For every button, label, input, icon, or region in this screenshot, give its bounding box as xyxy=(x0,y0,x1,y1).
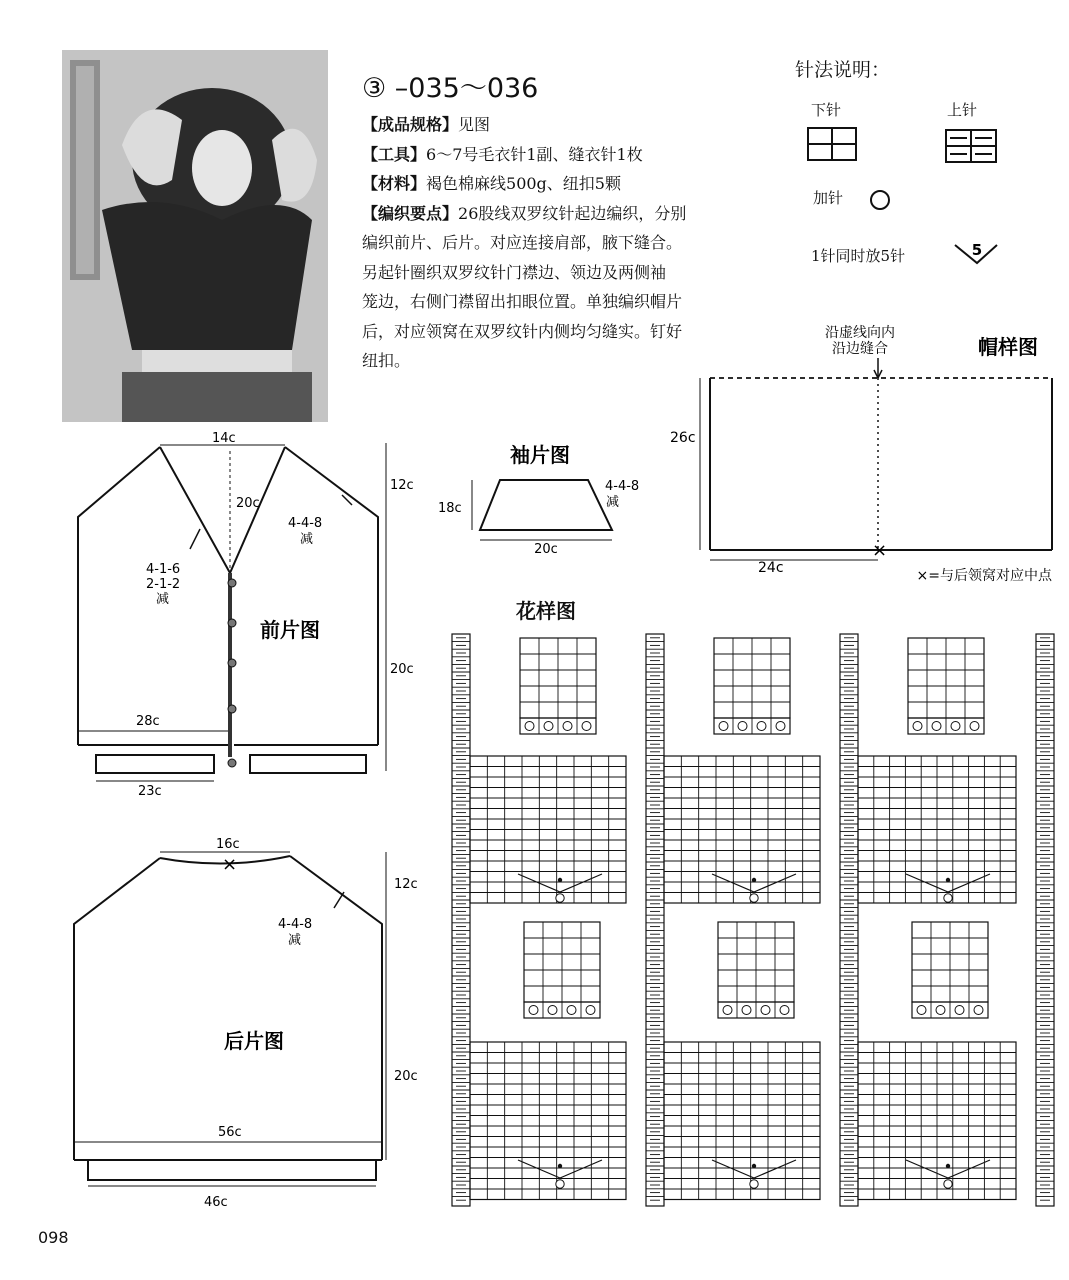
increase-symbol-icon xyxy=(719,722,728,731)
pattern-title: 花样图 xyxy=(516,599,576,623)
increase-symbol-icon xyxy=(544,722,553,731)
increase-symbol-icon xyxy=(738,722,747,731)
increase-symbol-icon xyxy=(563,722,572,731)
increase-symbol-icon xyxy=(761,1006,770,1015)
hood-title: 帽样图 xyxy=(978,335,1038,359)
stitch-key xyxy=(795,55,1055,295)
increase-label: 加针 xyxy=(813,189,844,207)
front-dec-b-note: 减 xyxy=(156,592,170,607)
info-row: 【编织要点】26股线双罗纹针起边编织，分别 xyxy=(362,203,687,223)
back-title: 后片图 xyxy=(224,1029,284,1053)
sleeve-dec-label: 4-4-8 xyxy=(605,479,640,494)
back-body-label: 20c xyxy=(394,1069,418,1084)
info-row: 【材料】褐色棉麻线500g、纽扣5颗 xyxy=(362,174,621,193)
front-body-label: 20c xyxy=(390,662,414,677)
back-piece-diagram xyxy=(60,830,440,1215)
model-illustration xyxy=(62,50,328,422)
info-line: 编织前片、后片。对应连接肩部，腋下缝合。 xyxy=(362,233,683,252)
increase-symbol-icon xyxy=(723,1006,732,1015)
increase5-symbol-icon xyxy=(518,874,602,892)
front-neck-depth-label: 20c xyxy=(236,496,260,511)
sleeve-diagram xyxy=(420,440,670,560)
hood-note-2: 沿边缝合 xyxy=(832,341,888,357)
increase5-symbol-icon xyxy=(906,874,990,892)
hood-height-label: 26c xyxy=(670,430,696,446)
increase-symbol-icon xyxy=(582,722,591,731)
back-rib-label: 46c xyxy=(204,1195,228,1210)
increase-symbol-icon xyxy=(780,1006,789,1015)
info-row: 【成品规格】见图 xyxy=(362,115,491,134)
sleeve-height-label: 18c xyxy=(438,501,462,516)
sleeve-dec-note: 减 xyxy=(606,495,620,510)
info-line: 纽扣。 xyxy=(362,351,411,370)
increase5-symbol-icon xyxy=(712,874,796,892)
increase-symbol-icon xyxy=(951,722,960,731)
sleeve-width-label: 20c xyxy=(534,542,558,557)
increase5-symbol-icon xyxy=(518,1160,602,1178)
back-dec-label: 4-4-8 xyxy=(278,917,313,932)
knit-band xyxy=(470,1042,626,1200)
knit-band xyxy=(664,1042,820,1200)
increase-symbol-icon xyxy=(548,1006,557,1015)
increase-symbol-icon xyxy=(917,1006,926,1015)
hood-center-mark: × xyxy=(872,540,888,561)
info-row: 【工具】6～7号毛衣针1副、缝衣针1枚 xyxy=(362,144,643,164)
increase-symbol-icon xyxy=(869,189,891,211)
increase-symbol-icon xyxy=(776,722,785,731)
model-photo xyxy=(62,50,328,422)
hood-legend: ×=与后领窝对应中点 xyxy=(916,568,1052,584)
info-line: 后，对应领窝在双罗纹针内侧均匀缝实。钉好 xyxy=(362,321,683,341)
hood-width-label: 24c xyxy=(758,560,784,576)
knit-label: 下针 xyxy=(811,101,842,119)
back-center-mark: × xyxy=(222,854,238,875)
increase-symbol-icon xyxy=(974,1006,983,1015)
info-line: 笼边，右侧门襟留出扣眼位置。单独编织帽片 xyxy=(362,292,683,311)
front-width-label: 28c xyxy=(136,714,160,729)
increase-symbol-icon xyxy=(936,1006,945,1015)
increase-symbol-icon xyxy=(525,722,534,731)
front-neck-label: 14c xyxy=(212,431,236,446)
purl-label: 上针 xyxy=(947,101,978,119)
front-dec-b-label-2: 2-1-2 xyxy=(146,577,181,592)
increase5-symbol-icon xyxy=(712,1160,796,1178)
front-rib-label: 23c xyxy=(138,784,162,799)
back-dec-note: 减 xyxy=(288,933,302,948)
increase5-label: 1针同时放5针 xyxy=(811,247,906,265)
hood-diagram xyxy=(660,320,1060,590)
pattern-chart xyxy=(450,630,1060,1212)
increase-symbol-icon xyxy=(932,722,941,731)
knit-symbol-icon xyxy=(807,127,859,163)
increase-symbol-icon xyxy=(529,1006,538,1015)
increase5-symbol-icon xyxy=(906,1160,990,1178)
sleeve-title: 袖片图 xyxy=(510,443,570,467)
front-dec-a-label: 4-4-8 xyxy=(288,516,323,531)
pattern-title: ③ –035～036 xyxy=(362,73,539,104)
increase5-symbol-icon xyxy=(953,235,1001,269)
increase-symbol-icon xyxy=(955,1006,964,1015)
info-line: 另起针圈织双罗纹针门襟边、领边及两侧袖 xyxy=(362,262,667,282)
increase-symbol-icon xyxy=(586,1006,595,1015)
front-title: 前片图 xyxy=(260,618,320,642)
hood-note-1: 沿虚线向内 xyxy=(825,325,895,341)
back-neck-label: 16c xyxy=(216,837,240,852)
front-dec-a-note: 减 xyxy=(300,532,314,547)
page-number: 098 xyxy=(38,1228,69,1247)
increase-symbol-icon xyxy=(913,722,922,731)
back-shoulder-label: 12c xyxy=(394,877,418,892)
back-width-label: 56c xyxy=(218,1125,242,1140)
increase-symbol-icon xyxy=(567,1006,576,1015)
purl-symbol-icon xyxy=(945,129,999,165)
increase-symbol-icon xyxy=(742,1006,751,1015)
increase-symbol-icon xyxy=(757,722,766,731)
front-dec-b-label-1: 4-1-6 xyxy=(146,562,181,577)
stitch-key-heading: 针法说明： xyxy=(795,59,891,81)
front-piece-diagram xyxy=(60,425,440,800)
front-shoulder-label: 12c xyxy=(390,478,414,493)
increase-symbol-icon xyxy=(970,722,979,731)
increase5-number: 5 xyxy=(971,241,983,259)
